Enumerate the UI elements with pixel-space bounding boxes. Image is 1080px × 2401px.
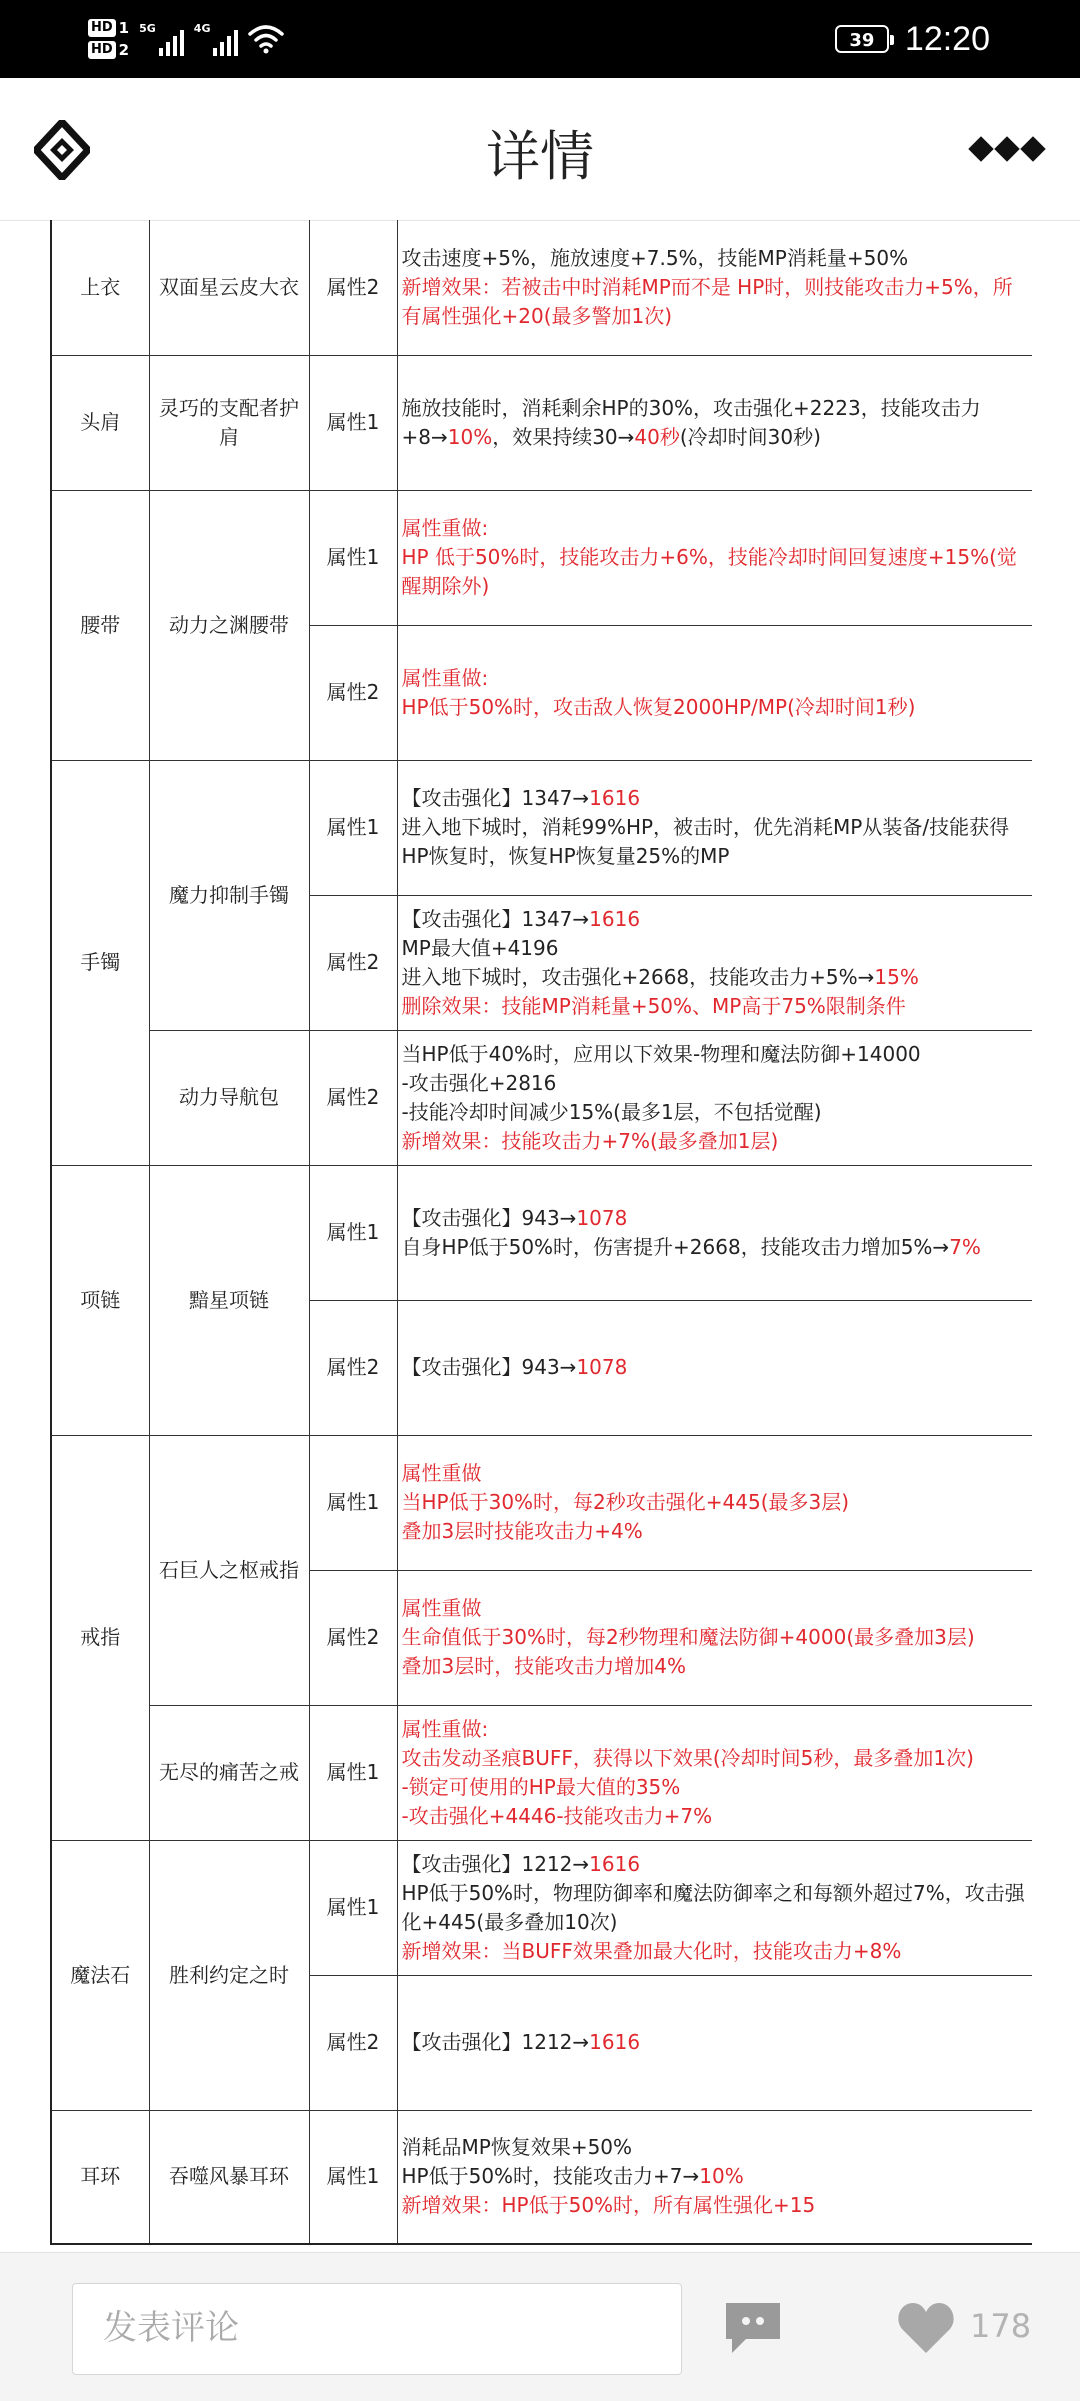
table-row xyxy=(51,1030,1032,1165)
table-row xyxy=(51,1165,1032,1300)
desc-line: -攻击强化+2816 xyxy=(401,1070,557,1095)
slot-cell: 项链 xyxy=(51,1165,149,1435)
desc-line-red: 新增效果：当BUFF效果叠加最大化时，技能攻击力+8% xyxy=(401,1938,902,1963)
desc-cell xyxy=(397,490,1032,625)
desc-text: 【攻击强化】943→ xyxy=(401,1355,577,1379)
desc-cell xyxy=(397,1435,1032,1570)
desc-cell xyxy=(397,1570,1032,1705)
desc-cell xyxy=(397,220,1032,355)
desc-text: HP低于50%时，技能攻击力+7→ xyxy=(401,2164,700,2189)
attr-cell: 属性2 xyxy=(309,1570,397,1705)
item-name-cell: 动力之渊腰带 xyxy=(149,490,309,760)
desc-line-red: 当HP低于30%时，每2秒攻击强化+445(最多3层) xyxy=(401,1490,850,1514)
desc-text: 施放技能时，消耗剩余HP的30%，攻击强化+2223，技能攻击力+8→ xyxy=(401,395,981,449)
desc-line: 攻击速度+5%，施放速度+7.5%，技能MP消耗量+50% xyxy=(401,245,909,270)
desc-line xyxy=(402,905,1029,934)
hd1-label: HD xyxy=(88,19,116,37)
attr-cell: 属性2 xyxy=(309,1300,397,1435)
desc-cell xyxy=(397,1840,1032,1975)
item-name-cell: 黯星项链 xyxy=(149,1165,309,1435)
desc-cell xyxy=(397,2110,1032,2244)
item-name-cell: 胜利约定之时 xyxy=(149,1840,309,2110)
slot-cell: 耳环 xyxy=(51,2110,149,2244)
desc-cell xyxy=(397,1165,1032,1300)
desc-line: 消耗品MP恢复效果+50% xyxy=(401,2135,633,2160)
desc-line-red: 攻击发动圣痕BUFF，获得以下效果(冷却时间5秒，最多叠加1次) xyxy=(401,1745,974,1770)
desc-text-red: 1616 xyxy=(589,1851,641,1876)
desc-line xyxy=(402,1204,1029,1233)
signal-sim2-icon xyxy=(194,22,239,56)
attr-cell: 属性1 xyxy=(309,355,397,490)
desc-text: 【攻击强化】1212→ xyxy=(401,1851,590,1876)
desc-text: ，效果持续30→ xyxy=(492,424,635,449)
desc-line-red: 属性重做 xyxy=(401,1461,482,1485)
table-row xyxy=(51,355,1032,490)
desc-text: 【攻击强化】1347→ xyxy=(401,906,590,931)
attr-cell: 属性1 xyxy=(309,1165,397,1300)
hd2-num: 2 xyxy=(118,41,130,59)
desc-line-red: HP低于50%时，攻击敌人恢复2000HP/MP(冷却时间1秒) xyxy=(401,694,916,719)
desc-line xyxy=(402,963,1029,992)
desc-cell xyxy=(397,1705,1032,1840)
desc-line-red: -锁定可使用的HP最大值的35% xyxy=(401,1774,681,1799)
desc-cell xyxy=(397,760,1032,895)
desc-text: 【攻击强化】1212→ xyxy=(401,2030,590,2054)
desc-text-red: 7% xyxy=(949,1234,981,1259)
hd2-label: HD xyxy=(88,41,116,59)
desc-line-red: 叠加3层时技能攻击力+4% xyxy=(401,1519,643,1543)
desc-line: 当HP低于40%时，应用以下效果-物理和魔法防御+14000 xyxy=(401,1041,921,1066)
table-row xyxy=(51,760,1032,895)
desc-line-red: 属性重做: xyxy=(401,665,489,690)
desc-line-red: -攻击强化+4446-技能攻击力+7% xyxy=(401,1803,713,1828)
desc-text-red: 15% xyxy=(874,964,919,989)
attr-cell: 属性1 xyxy=(309,1840,397,1975)
desc-line: 进入地下城时，消耗99%HP，被击时，优先消耗MP从装备/技能获得HP恢复时，恢复HP恢复量25%的MP xyxy=(401,815,1010,868)
more-icon[interactable] xyxy=(972,140,1042,158)
desc-line-red: 新增效果：若被击中时消耗MP而不是 HP时，则技能攻击力+5%，所有属性强化+20(最多警加1次) xyxy=(401,274,1013,328)
sim2-label: 4G xyxy=(193,22,211,35)
attr-cell: 属性2 xyxy=(309,220,397,355)
attr-cell: 属性1 xyxy=(309,1705,397,1840)
desc-text: 进入地下城时，攻击强化+2668，技能攻击力+5%→ xyxy=(401,964,875,989)
attr-cell: 属性1 xyxy=(309,2110,397,2244)
hd2-indicator xyxy=(88,41,129,59)
table-row xyxy=(51,1435,1032,1570)
desc-text-red: 10% xyxy=(447,424,493,449)
item-name-cell: 石巨人之枢戒指 xyxy=(149,1435,309,1705)
desc-text-red: 1078 xyxy=(576,1355,628,1379)
item-name-cell: 灵巧的支配者护肩 xyxy=(149,355,309,490)
desc-line-red: 生命值低于30%时，每2秒物理和魔法防御+4000(最多叠加3层) xyxy=(401,1625,975,1649)
desc-line-red: HP 低于50%时，技能攻击力+6%，技能冷却时间回复速度+15%(觉醒期除外) xyxy=(401,545,1017,598)
desc-text: 自身HP低于50%时，伤害提升+2668，技能攻击力增加5%→ xyxy=(401,1234,950,1259)
slot-cell: 戒指 xyxy=(51,1435,149,1840)
desc-line-red: 属性重做: xyxy=(401,1716,489,1741)
status-right xyxy=(835,0,990,78)
clock: 12:20 xyxy=(904,19,990,58)
desc-cell xyxy=(397,895,1032,1030)
desc-text-red: 1078 xyxy=(576,1205,628,1230)
desc-cell xyxy=(397,355,1032,490)
slot-cell: 魔法石 xyxy=(51,1840,149,2110)
desc-line xyxy=(402,1233,1029,1262)
equipment-table xyxy=(50,220,1032,2245)
attr-cell: 属性1 xyxy=(309,490,397,625)
bottom-bar xyxy=(0,2252,1080,2401)
heart-icon[interactable] xyxy=(896,2301,956,2355)
item-name-cell: 魔力抑制手镯 xyxy=(149,760,309,1030)
item-name-cell: 动力导航包 xyxy=(149,1030,309,1165)
like-count: 178 xyxy=(970,2307,1032,2345)
slot-cell: 腰带 xyxy=(51,490,149,760)
desc-line-red: 删除效果：技能MP消耗量+50%、MP高于75%限制条件 xyxy=(401,993,906,1018)
desc-line: HP低于50%时，物理防御率和魔法防御率之和每额外超过7%，攻击强化+445(最多叠加10次) xyxy=(401,1880,1025,1934)
desc-text: 【攻击强化】943→ xyxy=(401,1205,577,1230)
table-row xyxy=(51,220,1032,355)
desc-text-red: 1616 xyxy=(589,786,641,810)
chat-icon[interactable] xyxy=(722,2299,784,2355)
wifi-icon xyxy=(248,24,284,54)
desc-cell xyxy=(397,1030,1032,1165)
hd1-indicator xyxy=(88,19,129,37)
table-row xyxy=(51,2110,1032,2244)
desc-line-red: 属性重做 xyxy=(401,1596,482,1620)
desc-text-red: 1616 xyxy=(589,906,641,931)
desc-cell xyxy=(397,625,1032,760)
desc-line xyxy=(402,1850,1029,1879)
item-name-cell: 无尽的痛苦之戒 xyxy=(149,1705,309,1840)
desc-line xyxy=(402,1353,1029,1382)
slot-cell: 头肩 xyxy=(51,355,149,490)
signal-sim1-icon xyxy=(139,22,184,56)
status-bar xyxy=(0,0,1080,78)
desc-cell xyxy=(397,1975,1032,2110)
desc-line xyxy=(402,2028,1029,2057)
attr-cell: 属性1 xyxy=(309,1435,397,1570)
item-name-cell: 吞噬风暴耳环 xyxy=(149,2110,309,2244)
slot-cell: 上衣 xyxy=(51,220,149,355)
sim1-label: 5G xyxy=(139,22,156,35)
desc-text-red: 40秒 xyxy=(634,424,680,449)
header-bar xyxy=(0,78,1080,221)
attr-cell: 属性2 xyxy=(309,895,397,1030)
hd1-num: 1 xyxy=(118,19,130,37)
desc-line-red: 属性重做: xyxy=(401,516,489,540)
table-row xyxy=(51,490,1032,625)
battery-icon: 39 xyxy=(835,25,889,53)
table-row xyxy=(51,1840,1032,1975)
desc-line: -技能冷却时间减少15%(最多1层，不包括觉醒) xyxy=(401,1099,822,1124)
desc-line xyxy=(402,2162,1029,2191)
status-left xyxy=(88,10,284,68)
equipment-table-container[interactable] xyxy=(50,220,1032,2252)
desc-cell xyxy=(397,1300,1032,1435)
item-name-cell: 双面星云皮大衣 xyxy=(149,220,309,355)
comment-input[interactable]: 发表评论 xyxy=(72,2283,682,2375)
slot-cell: 手镯 xyxy=(51,760,149,1165)
attr-cell: 属性2 xyxy=(309,625,397,760)
table-row xyxy=(51,1705,1032,1840)
attr-cell: 属性2 xyxy=(309,1030,397,1165)
desc-line-red: 新增效果：技能攻击力+7%(最多叠加1层) xyxy=(401,1128,779,1153)
hd-indicators xyxy=(88,19,129,59)
desc-line xyxy=(402,784,1029,813)
attr-cell: 属性2 xyxy=(309,1975,397,2110)
desc-line: MP最大值+4196 xyxy=(401,935,559,960)
desc-text: (冷却时间30秒) xyxy=(679,424,821,449)
page-title: 详情 xyxy=(486,125,594,188)
desc-line-red: 新增效果：HP低于50%时，所有属性强化+15 xyxy=(401,2193,816,2218)
attr-cell: 属性1 xyxy=(309,760,397,895)
desc-line-red: 叠加3层时，技能攻击力增加4% xyxy=(401,1654,686,1678)
desc-text-red: 1616 xyxy=(589,2030,641,2054)
desc-text-red: 10% xyxy=(699,2164,744,2189)
desc-text: 【攻击强化】1347→ xyxy=(401,786,590,810)
